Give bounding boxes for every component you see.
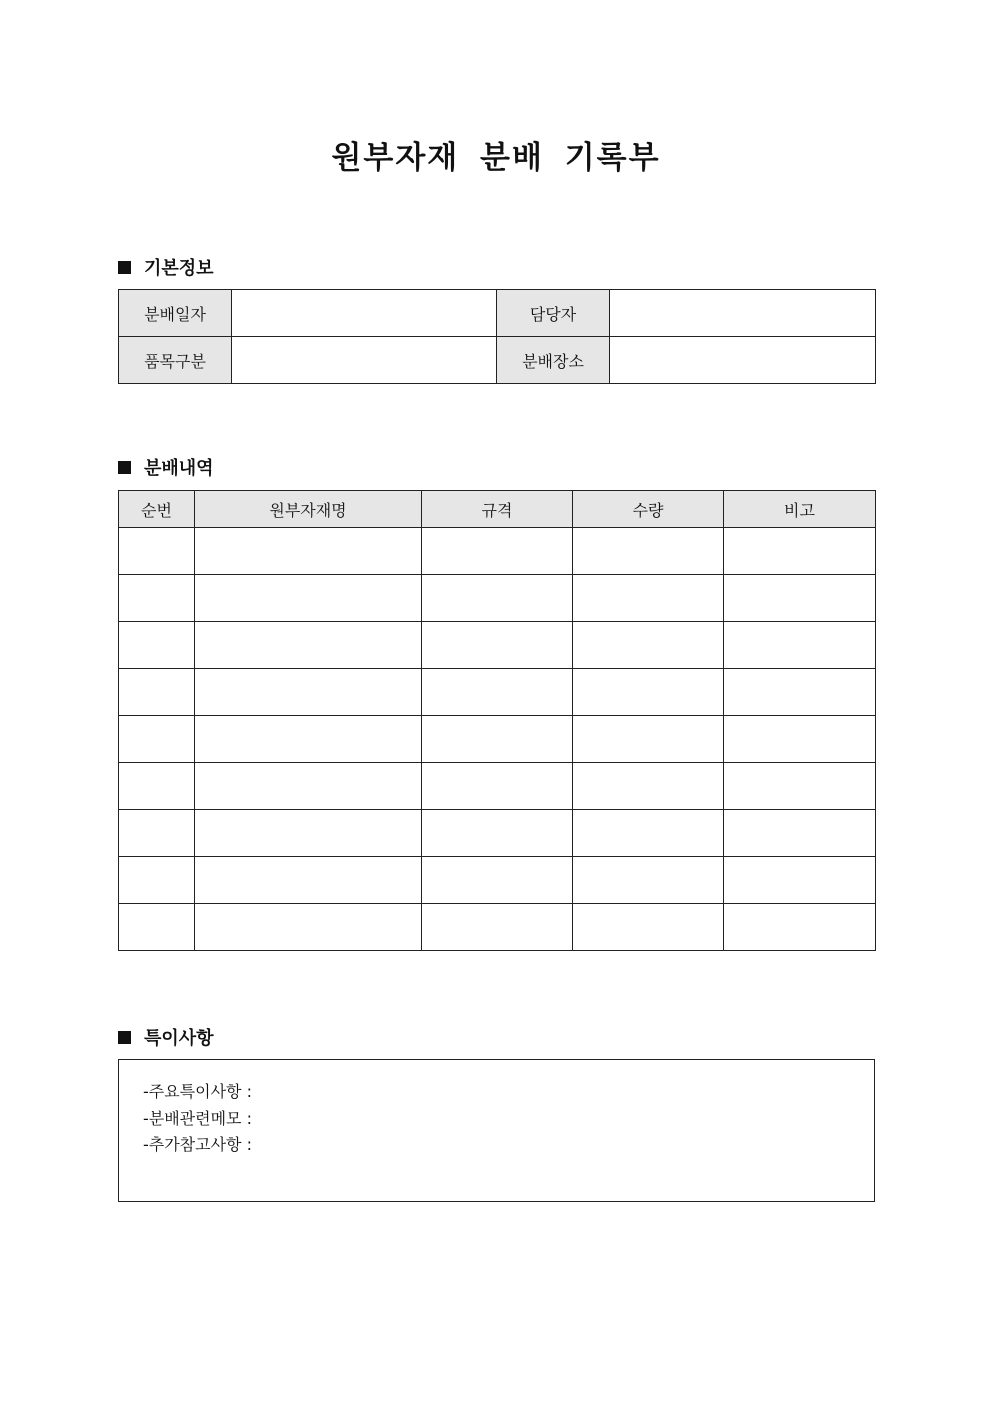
distribution-heading (118, 454, 214, 480)
table-cell[interactable] (573, 763, 724, 810)
table-row (119, 763, 876, 810)
table-cell[interactable] (119, 904, 195, 951)
table-cell[interactable] (573, 904, 724, 951)
square-bullet-icon (118, 1031, 131, 1044)
table-cell[interactable] (724, 857, 876, 904)
table-cell[interactable] (724, 763, 876, 810)
distribution-heading-label: 분배내역 (144, 458, 214, 479)
table-cell[interactable] (573, 857, 724, 904)
table-cell[interactable] (195, 716, 422, 763)
table-cell[interactable] (724, 575, 876, 622)
page-title: 원부자재 분배 기록부 (331, 140, 661, 176)
manager-field[interactable] (610, 290, 876, 337)
table-cell[interactable] (195, 857, 422, 904)
notes-list (119, 1060, 874, 1159)
table-cell[interactable] (195, 528, 422, 575)
table-cell[interactable] (119, 810, 195, 857)
basic-info-heading-label: 기본정보 (144, 258, 214, 279)
table-cell[interactable] (573, 575, 724, 622)
table-cell[interactable] (195, 763, 422, 810)
distribution-location-label: 분배장소 (497, 337, 610, 384)
table-cell[interactable] (422, 716, 573, 763)
table-cell[interactable] (573, 622, 724, 669)
manager-label: 담당자 (497, 290, 610, 337)
table-cell[interactable] (195, 622, 422, 669)
table-cell[interactable] (724, 810, 876, 857)
table-cell[interactable] (119, 857, 195, 904)
table-cell[interactable] (119, 716, 195, 763)
table-cell[interactable] (195, 669, 422, 716)
table-cell[interactable] (119, 575, 195, 622)
table-row (119, 669, 876, 716)
table-row (119, 810, 876, 857)
table-cell[interactable] (119, 622, 195, 669)
table-row (119, 904, 876, 951)
distribution-location-field[interactable] (610, 337, 876, 384)
distribution-date-label: 분배일자 (119, 290, 232, 337)
note-item-main-remarks: -주요특이사항 : (143, 1082, 252, 1101)
basic-info-table (118, 289, 876, 384)
table-cell[interactable] (119, 528, 195, 575)
table-cell[interactable] (119, 763, 195, 810)
table-cell[interactable] (422, 528, 573, 575)
table-cell[interactable] (119, 669, 195, 716)
notes-heading-label: 특이사항 (144, 1028, 214, 1049)
distribution-date-field[interactable] (232, 290, 497, 337)
table-cell[interactable] (422, 857, 573, 904)
table-cell[interactable] (422, 575, 573, 622)
table-cell[interactable] (195, 575, 422, 622)
note-item-additional-reference: -추가참고사항 : (143, 1135, 252, 1154)
table-cell[interactable] (573, 669, 724, 716)
column-header-material-name: 원부자재명 (195, 491, 422, 528)
square-bullet-icon (118, 261, 131, 274)
table-cell[interactable] (573, 810, 724, 857)
distribution-table (118, 490, 876, 951)
item-category-label: 품목구분 (119, 337, 232, 384)
column-header-quantity: 수량 (573, 491, 724, 528)
table-row (119, 857, 876, 904)
column-header-remarks: 비고 (724, 491, 876, 528)
table-cell[interactable] (724, 716, 876, 763)
square-bullet-icon (118, 461, 131, 474)
table-cell[interactable] (422, 763, 573, 810)
table-cell[interactable] (195, 810, 422, 857)
table-row (119, 716, 876, 763)
table-row (119, 575, 876, 622)
table-cell[interactable] (724, 528, 876, 575)
table-row (119, 528, 876, 575)
table-cell[interactable] (422, 622, 573, 669)
table-cell[interactable] (422, 904, 573, 951)
basic-info-row (119, 290, 876, 337)
table-cell[interactable] (724, 622, 876, 669)
item-category-field[interactable] (232, 337, 497, 384)
table-cell[interactable] (573, 716, 724, 763)
table-cell[interactable] (573, 528, 724, 575)
column-header-spec: 규격 (422, 491, 573, 528)
column-header-seq: 순번 (119, 491, 195, 528)
table-header-row (119, 491, 876, 528)
table-cell[interactable] (422, 810, 573, 857)
table-cell[interactable] (724, 904, 876, 951)
table-cell[interactable] (195, 904, 422, 951)
note-item-distribution-memo: -분배관련메모 : (143, 1108, 252, 1128)
table-cell[interactable] (422, 669, 573, 716)
basic-info-heading (118, 254, 214, 280)
notes-heading (118, 1024, 214, 1050)
basic-info-row (119, 337, 876, 384)
table-cell[interactable] (724, 669, 876, 716)
notes-box[interactable] (118, 1059, 875, 1202)
table-row (119, 622, 876, 669)
